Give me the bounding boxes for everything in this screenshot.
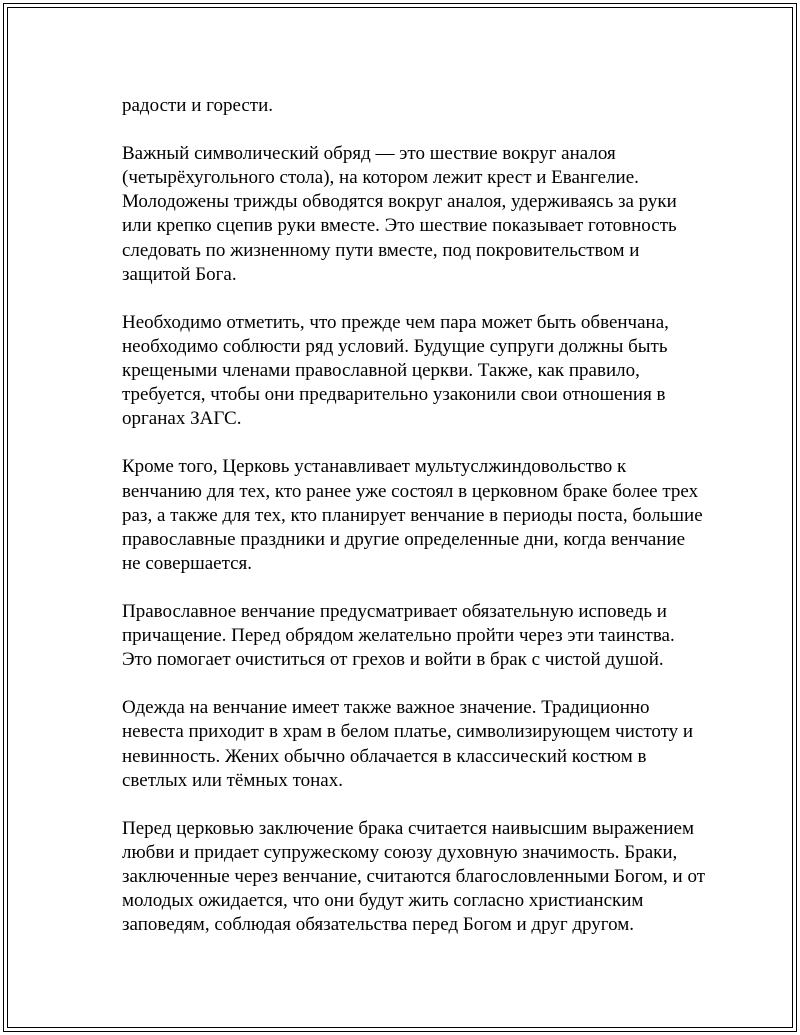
- paragraph: [122, 696, 712, 792]
- paragraph-line: Необходимо отметить, что прежде чем пара может быть обвенчана,: [122, 311, 669, 333]
- paragraph-line: светлых или тёмных тонах.: [122, 769, 343, 791]
- paragraph-line: молодых ожидается, что они будут жить согласно христианским: [122, 890, 644, 912]
- paragraph: [122, 142, 712, 287]
- paragraph-line: венчанию для тех, кто ранее уже состоял в церковном браке более трех: [122, 480, 699, 502]
- paragraph-line: любви и придает супружескому союзу духовную значимость. Браки,: [122, 841, 678, 863]
- paragraph-line: православные праздники и другие определенные дни, когда венчание: [122, 528, 686, 550]
- paragraph-line: Перед церковью заключение брака считается наивысшим выражением: [122, 817, 694, 839]
- paragraph-line: органах ЗАГС.: [122, 408, 242, 430]
- paragraph-line: требуется, чтобы они предварительно узаконили свои отношения в: [122, 384, 666, 406]
- paragraph-line: Это помогает очиститься от грехов и войти в брак с чистой душой.: [122, 649, 664, 671]
- paragraph-line: Православное венчание предусматривает обязательную исповедь и: [122, 600, 667, 622]
- paragraph: [122, 455, 712, 575]
- paragraph-line: защитой Бога.: [122, 263, 237, 285]
- paragraph: [122, 817, 712, 937]
- paragraph-line: не совершается.: [122, 552, 253, 574]
- paragraph-line: Одежда на венчание имеет также важное значение. Традиционно: [122, 697, 650, 719]
- paragraph-line: Важный символический обряд — это шествие вокруг аналоя: [122, 143, 616, 165]
- paragraph-line: или крепко сцепив руки вместе. Это шествие показывает готовность: [122, 215, 677, 237]
- document-page: [3, 3, 797, 1032]
- paragraph-line: необходимо соблюсти ряд условий. Будущие супруги должны быть: [122, 335, 668, 357]
- paragraph-line: причащение. Перед обрядом желательно пройти через эти таинства.: [122, 625, 675, 647]
- paragraph-line: (четырёхугольного стола), на котором лежит крест и Евангелие.: [122, 167, 639, 189]
- paragraph: [122, 94, 712, 118]
- paragraph-line: крещеными членами православной церкви. Также, как правило,: [122, 360, 640, 382]
- paragraph-line: невеста приходит в храм в белом платье, символизирующем чистоту и: [122, 721, 694, 743]
- paragraph-line: заповедям, соблюдая обязательства перед Богом и друг другом.: [122, 914, 635, 936]
- paragraph-line: невинность. Жених обычно облачается в классический костюм в: [122, 745, 647, 767]
- paragraph-line: радости и горести.: [122, 95, 274, 116]
- paragraph-line: следовать по жизненному пути вместе, под покровительством и: [122, 239, 640, 261]
- paragraph: [122, 600, 712, 672]
- paragraph: [122, 311, 712, 431]
- paragraph-line: Молодожены трижды обводятся вокруг аналоя, удерживаясь за руки: [122, 191, 677, 213]
- document-body: [122, 94, 712, 961]
- paragraph-line: Кроме того, Церковь устанавливает мультуслжиндовольство к: [122, 456, 627, 478]
- paragraph-line: раз, а также для тех, кто планирует венчание в периоды поста, большие: [122, 504, 703, 526]
- paragraph-line: заключенные через венчание, считаются благословленными Богом, и от: [122, 866, 706, 887]
